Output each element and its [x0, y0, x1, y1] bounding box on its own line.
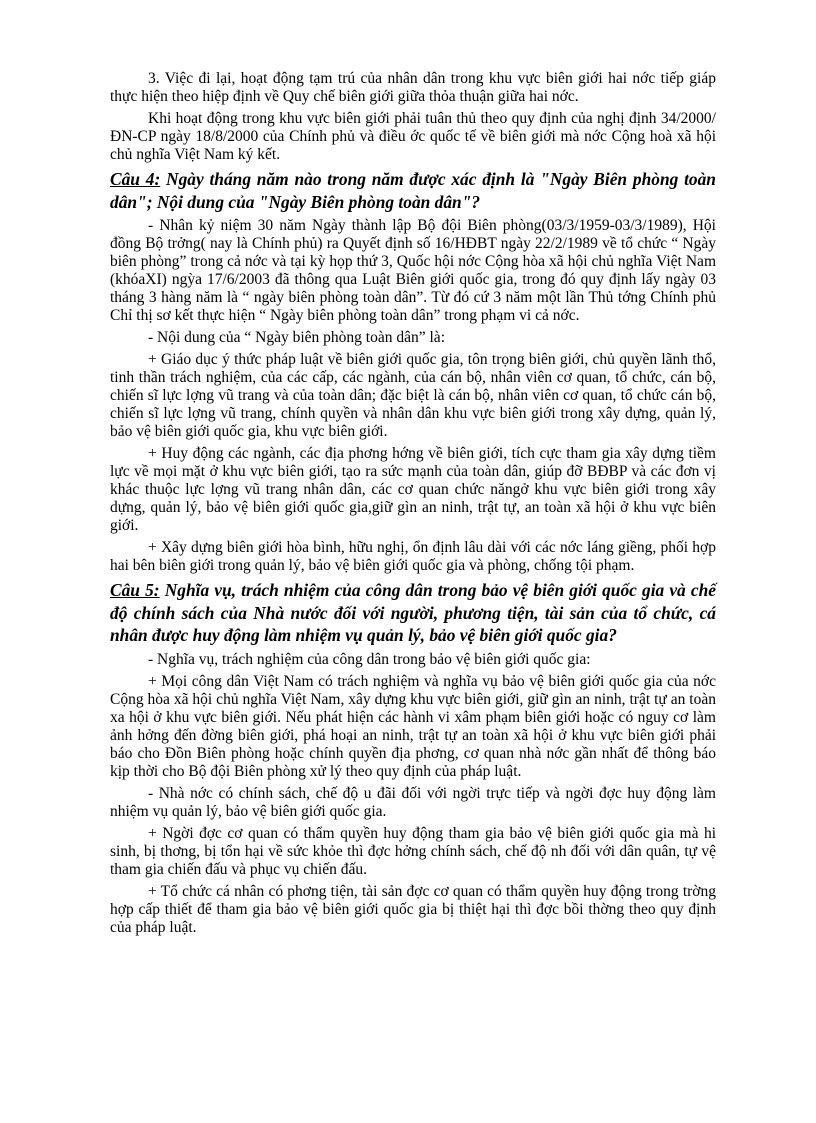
question-4-label: Câu 4: [110, 169, 161, 189]
paragraph-border-day-mobilization: + Huy động các ngành, các địa phơng hớng về biên giới, tích cực tham gia xây dựng tiềm lực về mọi mặt ở khu vực biên giới, tạo ra sức mạnh của toàn dân, giúp đỡ BĐBP và các đơn vị khác thuộc lực lợng vũ trang nhân dân, các cơ quan chức năngở khu vực biên giới trong xây dựng, quản lý, bảo vệ biên giới quốc gia,giữ gìn an ninh, trật tự, an toàn xã hội ở khu vực biên giới. [110, 445, 716, 534]
paragraph-property-compensation: + Tổ chức cá nhân có phơng tiện, tài sản đợc cơ quan có thẩm quyền huy động trong trờng hợp cấp thiết để tham gia bảo vệ biên giới quốc gia bị thiệt hại thì đợc bồi thờng theo quy định của pháp luật. [110, 882, 716, 936]
question-5-heading [110, 579, 716, 647]
paragraph-citizen-duty-detail: + Mọi công dân Việt Nam có trách nghiệm và nghĩa vụ bảo vệ biên giới quốc gia của nớc Cộng hòa xã hội chủ nghĩa Việt Nam, xây dựng khu vực biên giới, giữ gìn an ninh, trật tự an toàn xa hội ở khu vực biên giới. Nếu phát hiện các hành vi xâm phạm biên giới hoặc có nguy cơ làm ảnh hởng đến đờng biên giới, phá hoại an ninh, trật tự an toàn xã hội ở khu vực biên giới phải báo cho Đồn Biên phòng hoặc chính quyền địa phơng, cơ quan nhà nớc gần nhất để thông báo kịp thời cho Bộ đội Biên phòng xử lý theo quy định của pháp luật. [110, 672, 716, 780]
question-4-text: Ngày tháng năm nào trong năm được xác định là "Ngày Biên phòng toàn dân"; Nội dung của "Ngày Biên phòng toàn dân"? [110, 169, 716, 212]
paragraph-border-day-origin: - Nhân kỷ niệm 30 năm Ngày thành lập Bộ đội Biên phòng(03/3/1959-03/3/1989), Hội đồng Bộ trởng( nay là Chính phủ) ra Quyết định số 16/HĐBT ngày 22/2/1989 về tổ chức “ Ngày biên phòng” trong cả nớc và tại kỳ họp thứ 3, Quốc hội nớc Cộng hòa xã hội chủ nghĩa Việt Nam (khóaXI) ngỳa 17/6/2003 đã thông qua Luật Biên giới quốc gia, trong đó quy định lấy ngày 03 tháng 3 hàng năm là “ ngày biên phòng toàn dân”. Từ đó cứ 3 năm một lần Thủ tớng Chính phủ Chỉ thị sơ kết thực hiện “ Ngày biên phòng toàn dân” trong phạm vi cả nớc. [110, 217, 716, 324]
paragraph-border-day-education: + Giáo dục ý thức pháp luật về biên giới quốc gia, tôn trọng biên giới, chủ quyền lãnh thổ, tinh thần trách nghiệm, của các cấp, các ngành, của cán bộ, nhân viên cơ quan, tổ chức, cán bộ, chiến sĩ lực lợng vũ trang và của toàn dân; đặc biệt là cán bộ, nhân viên cơ quan, tổ chức cán bộ, chiến sĩ lực lợng vũ trang, chính quyền và nhân dân khu vực biên giới trong xây dựng, quản lý, bảo vệ biên giới quốc gia, khu vực biên giới. [110, 351, 716, 440]
paragraph-travel-residence: 3. Việc đi lại, hoạt động tạm trú của nhân dân trong khu vực biên giới hai nớc tiếp giáp thực hiện theo hiệp định về Quy chế biên giới giữa thỏa thuận giữa hai nớc. [110, 70, 716, 105]
question-4-heading [110, 168, 716, 213]
document-body [110, 70, 716, 941]
paragraph-border-day-content-intro: - Nội dung của “ Ngày biên phòng toàn dân” là: [148, 329, 445, 346]
question-5-text: Nghĩa vụ, trách nhiệm của công dân trong bảo vệ biên giới quốc gia và chế độ chính sách của Nhà nước đối với người, phương tiện, tài sản của tổ chức, cá nhân được huy động làm nhiệm vụ quản lý, bảo vệ biên giới quốc gia? [110, 580, 716, 645]
paragraph-border-day-peaceful-border: + Xây dựng biên giới hòa bình, hữu nghị, ổn định lâu dài với các nớc láng giềng, phối hợp hai bên biên giới trong quản lý, bảo vệ biên giới quốc gia và phòng, chống tội phạm. [110, 539, 716, 574]
paragraph-decree-compliance: Khi hoạt động trong khu vực biên giới phải tuân thủ theo quy định của nghị định 34/2000/ĐN-CP ngày 18/8/2000 của Chính phủ và điều ớc quốc tế về biên giới mà nớc Cộng hoà xã hội chủ nghĩa Việt Nam ký kết. [110, 110, 716, 163]
paragraph-state-policy: - Nhà nớc có chính sách, chế độ u đãi đối với ngời trực tiếp và ngời đợc huy động làm nhiệm vụ quản lý, bảo vệ biên giới quốc gia. [110, 784, 716, 820]
question-5-label: Câu 5: [110, 580, 160, 600]
paragraph-mobilized-person-policy: + Ngời đợc cơ quan có thẩm quyền huy động tham gia bảo vệ biên giới quốc gia mà hi sinh, bị thơng, bị tổn hại về sức khỏe thì đợc hởng chính sách, chế độ nh đối với dân quân, tự vệ tham gia chiến đấu và phục vụ chiến đấu. [110, 824, 716, 878]
paragraph-citizen-duty-intro: - Nghĩa vụ, trách nghiệm của công dân trong bảo vệ biên giới quốc gia: [148, 650, 591, 668]
